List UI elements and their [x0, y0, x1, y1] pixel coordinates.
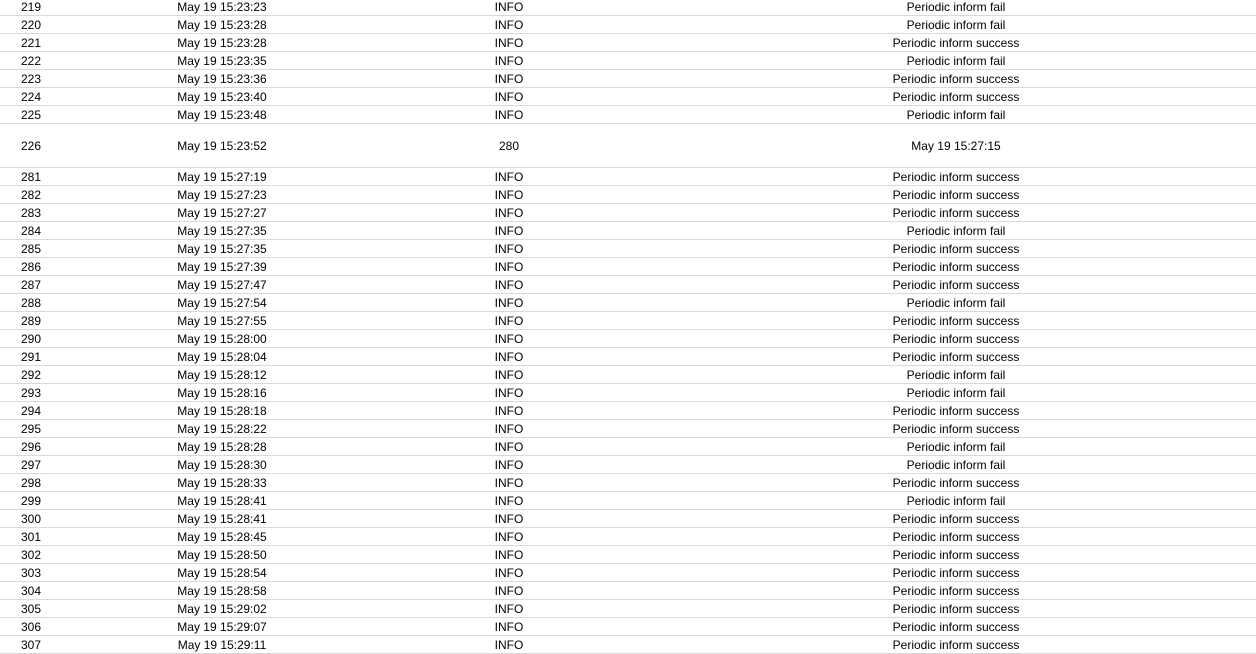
message-cell: Periodic inform success — [892, 349, 1020, 364]
table-row[interactable] — [0, 106, 1256, 124]
level-cell: INFO — [494, 223, 524, 238]
level-cell: INFO — [494, 277, 524, 292]
timestamp-cell: May 19 15:23:28 — [177, 17, 267, 32]
table-row[interactable] — [0, 492, 1256, 510]
timestamp-cell: May 19 15:28:58 — [177, 583, 267, 598]
row-id-cell: 294 — [20, 403, 42, 418]
level-cell: INFO — [494, 313, 524, 328]
timestamp-cell: May 19 15:23:48 — [177, 107, 267, 122]
message-cell: Periodic inform fail — [906, 0, 1006, 14]
message-cell: Periodic inform success — [892, 529, 1020, 544]
timestamp-cell: May 19 15:28:28 — [177, 439, 267, 454]
table-row[interactable] — [0, 528, 1256, 546]
timestamp-cell: May 19 15:27:35 — [177, 223, 267, 238]
row-id-cell: 283 — [20, 205, 42, 220]
table-row[interactable] — [0, 600, 1256, 618]
row-id-cell: 303 — [20, 565, 42, 580]
message-cell: Periodic inform success — [892, 313, 1020, 328]
level-cell: INFO — [494, 601, 524, 616]
level-cell: INFO — [494, 205, 524, 220]
timestamp-cell: May 19 15:23:40 — [177, 89, 267, 104]
row-id-cell: 225 — [20, 107, 42, 122]
level-cell: INFO — [494, 295, 524, 310]
row-id-cell: 286 — [20, 259, 42, 274]
table-row[interactable] — [0, 510, 1256, 528]
level-cell: INFO — [494, 439, 524, 454]
row-id-cell: 295 — [20, 421, 42, 436]
table-row[interactable] — [0, 222, 1256, 240]
level-cell: INFO — [494, 619, 524, 634]
level-cell: INFO — [494, 89, 524, 104]
message-cell: Periodic inform fail — [906, 295, 1006, 310]
row-id-cell: 287 — [20, 277, 42, 292]
row-id-cell: 304 — [20, 583, 42, 598]
message-cell: Periodic inform success — [892, 637, 1020, 652]
table-row[interactable] — [0, 34, 1256, 52]
level-cell: INFO — [494, 53, 524, 68]
timestamp-cell: May 19 15:28:18 — [177, 403, 267, 418]
level-cell: INFO — [494, 457, 524, 472]
level-cell: INFO — [494, 241, 524, 256]
message-cell: Periodic inform success — [892, 35, 1020, 50]
level-cell: INFO — [494, 421, 524, 436]
row-id-cell: 224 — [20, 89, 42, 104]
level-cell: INFO — [494, 475, 524, 490]
table-row[interactable] — [0, 52, 1256, 70]
message-cell: Periodic inform success — [892, 547, 1020, 562]
table-row[interactable] — [0, 456, 1256, 474]
row-id-cell: 219 — [20, 0, 42, 14]
level-cell: INFO — [494, 403, 524, 418]
table-row[interactable] — [0, 312, 1256, 330]
level-cell: 280 — [498, 138, 520, 153]
table-row[interactable] — [0, 618, 1256, 636]
timestamp-cell: May 19 15:23:52 — [177, 138, 267, 153]
message-cell: Periodic inform fail — [906, 367, 1006, 382]
row-id-cell: 298 — [20, 475, 42, 490]
table-row[interactable] — [0, 258, 1256, 276]
message-cell: Periodic inform success — [892, 241, 1020, 256]
level-cell: INFO — [494, 35, 524, 50]
message-cell: Periodic inform success — [892, 71, 1020, 86]
level-cell: INFO — [494, 493, 524, 508]
timestamp-cell: May 19 15:28:22 — [177, 421, 267, 436]
table-row[interactable] — [0, 348, 1256, 366]
timestamp-cell: May 19 15:27:27 — [177, 205, 267, 220]
level-cell: INFO — [494, 71, 524, 86]
message-cell: Periodic inform fail — [906, 107, 1006, 122]
message-cell: Periodic inform success — [892, 205, 1020, 220]
level-cell: INFO — [494, 331, 524, 346]
timestamp-cell: May 19 15:23:23 — [177, 0, 267, 14]
table-row[interactable] — [0, 186, 1256, 204]
timestamp-cell: May 19 15:28:54 — [177, 565, 267, 580]
message-cell: Periodic inform success — [892, 187, 1020, 202]
level-cell: INFO — [494, 0, 524, 14]
timestamp-cell: May 19 15:27:54 — [177, 295, 267, 310]
timestamp-cell: May 19 15:27:39 — [177, 259, 267, 274]
table-row[interactable] — [0, 546, 1256, 564]
level-cell: INFO — [494, 367, 524, 382]
timestamp-cell: May 19 15:28:45 — [177, 529, 267, 544]
table-row[interactable] — [0, 0, 1256, 16]
level-cell: INFO — [494, 637, 524, 652]
level-cell: INFO — [494, 187, 524, 202]
table-row[interactable] — [0, 474, 1256, 492]
timestamp-cell: May 19 15:28:16 — [177, 385, 267, 400]
timestamp-cell: May 19 15:27:19 — [177, 169, 267, 184]
table-row[interactable] — [0, 204, 1256, 222]
table-row[interactable] — [0, 420, 1256, 438]
timestamp-cell: May 19 15:29:02 — [177, 601, 267, 616]
timestamp-cell: May 19 15:27:35 — [177, 241, 267, 256]
row-id-cell: 293 — [20, 385, 42, 400]
timestamp-cell: May 19 15:23:28 — [177, 35, 267, 50]
row-id-cell: 291 — [20, 349, 42, 364]
row-id-cell: 288 — [20, 295, 42, 310]
row-id-cell: 302 — [20, 547, 42, 562]
message-cell: May 19 15:27:15 — [911, 138, 1001, 153]
table-row[interactable] — [0, 402, 1256, 420]
level-cell: INFO — [494, 583, 524, 598]
table-row[interactable] — [0, 330, 1256, 348]
timestamp-cell: May 19 15:27:23 — [177, 187, 267, 202]
table-row[interactable] — [0, 636, 1256, 654]
row-id-cell: 222 — [20, 53, 42, 68]
table-row[interactable] — [0, 168, 1256, 186]
timestamp-cell: May 19 15:27:47 — [177, 277, 267, 292]
table-row[interactable] — [0, 564, 1256, 582]
timestamp-cell: May 19 15:28:04 — [177, 349, 267, 364]
message-cell: Periodic inform success — [892, 259, 1020, 274]
row-id-cell: 221 — [20, 35, 42, 50]
row-id-cell: 292 — [20, 367, 42, 382]
timestamp-cell: May 19 15:28:33 — [177, 475, 267, 490]
level-cell: INFO — [494, 385, 524, 400]
table-row[interactable] — [0, 582, 1256, 600]
row-id-cell: 300 — [20, 511, 42, 526]
row-id-cell: 296 — [20, 439, 42, 454]
message-cell: Periodic inform success — [892, 601, 1020, 616]
timestamp-cell: May 19 15:28:41 — [177, 493, 267, 508]
row-id-cell: 305 — [20, 601, 42, 616]
row-id-cell: 223 — [20, 71, 42, 86]
table-row[interactable] — [0, 276, 1256, 294]
timestamp-cell: May 19 15:28:00 — [177, 331, 267, 346]
level-cell: INFO — [494, 169, 524, 184]
level-cell: INFO — [494, 349, 524, 364]
message-cell: Periodic inform fail — [906, 223, 1006, 238]
row-id-cell: 220 — [20, 17, 42, 32]
level-cell: INFO — [494, 565, 524, 580]
row-id-cell: 289 — [20, 313, 42, 328]
message-cell: Periodic inform success — [892, 89, 1020, 104]
message-cell: Periodic inform success — [892, 511, 1020, 526]
row-id-cell: 297 — [20, 457, 42, 472]
table-row[interactable] — [0, 294, 1256, 312]
row-id-cell: 284 — [20, 223, 42, 238]
timestamp-cell: May 19 15:28:12 — [177, 367, 267, 382]
message-cell: Periodic inform fail — [906, 439, 1006, 454]
message-cell: Periodic inform success — [892, 565, 1020, 580]
table-row[interactable] — [0, 16, 1256, 34]
message-cell: Periodic inform fail — [906, 53, 1006, 68]
row-id-cell: 301 — [20, 529, 42, 544]
message-cell: Periodic inform success — [892, 583, 1020, 598]
message-cell: Periodic inform success — [892, 169, 1020, 184]
level-cell: INFO — [494, 547, 524, 562]
row-id-cell: 226 — [20, 138, 42, 153]
level-cell: INFO — [494, 529, 524, 544]
message-cell: Periodic inform success — [892, 475, 1020, 490]
timestamp-cell: May 19 15:27:55 — [177, 313, 267, 328]
row-id-cell: 306 — [20, 619, 42, 634]
table-row[interactable] — [0, 366, 1256, 384]
timestamp-cell: May 19 15:29:11 — [177, 637, 267, 652]
table-row[interactable] — [0, 124, 1256, 168]
timestamp-cell: May 19 15:28:30 — [177, 457, 267, 472]
message-cell: Periodic inform fail — [906, 17, 1006, 32]
message-cell: Periodic inform fail — [906, 385, 1006, 400]
message-cell: Periodic inform success — [892, 421, 1020, 436]
row-id-cell: 299 — [20, 493, 42, 508]
timestamp-cell: May 19 15:29:07 — [177, 619, 267, 634]
timestamp-cell: May 19 15:28:50 — [177, 547, 267, 562]
table-row[interactable] — [0, 88, 1256, 106]
table-row[interactable] — [0, 438, 1256, 456]
level-cell: INFO — [494, 17, 524, 32]
timestamp-cell: May 19 15:23:35 — [177, 53, 267, 68]
row-id-cell: 307 — [20, 637, 42, 652]
message-cell: Periodic inform success — [892, 403, 1020, 418]
message-cell: Periodic inform fail — [906, 457, 1006, 472]
row-id-cell: 282 — [20, 187, 42, 202]
message-cell: Periodic inform success — [892, 331, 1020, 346]
message-cell: Periodic inform success — [892, 277, 1020, 292]
level-cell: INFO — [494, 107, 524, 122]
message-cell: Periodic inform success — [892, 619, 1020, 634]
level-cell: INFO — [494, 259, 524, 274]
row-id-cell: 285 — [20, 241, 42, 256]
message-cell: Periodic inform fail — [906, 493, 1006, 508]
timestamp-cell: May 19 15:28:41 — [177, 511, 267, 526]
timestamp-cell: May 19 15:23:36 — [177, 71, 267, 86]
table-row[interactable] — [0, 240, 1256, 258]
row-id-cell: 281 — [20, 169, 42, 184]
table-row[interactable] — [0, 70, 1256, 88]
level-cell: INFO — [494, 511, 524, 526]
table-row[interactable] — [0, 384, 1256, 402]
row-id-cell: 290 — [20, 331, 42, 346]
